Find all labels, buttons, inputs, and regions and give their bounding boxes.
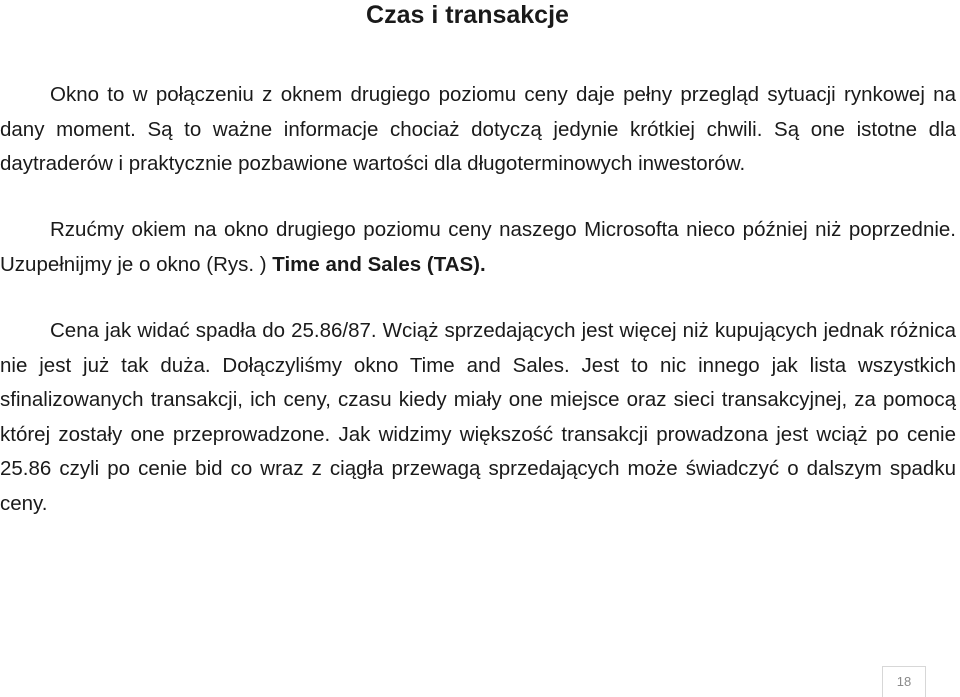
paragraph-price-text: Cena jak widać spadła do 25.86/87. Wciąż sprzedających jest więcej niż kupujących jednak różnica nie jest już tak duża. Dołączyliśmy okno Time and Sales. Jest to nic innego jak lista wszystkich sfinalizowanych transakcji, ich ceny, czasu kiedy miały one miejsce oraz sieci transakcyjnej, za pomocą której zostały one przeprowadzone. Jak widzimy większość transakcji prowadzona jest wciąż po cenie 25.86 czyli po cenie bid co wraz z ciągła przewagą sprzedających może świadczyć o dalszym spadku ceny.	[0, 319, 956, 515]
paragraph-intro-text: Okno to w połączeniu z oknem drugiego poziomu ceny daje pełny przegląd sytuacji rynkowej na dany moment. Są to ważne informacje chociaż dotyczą jedynie krótkiej chwili. Są one istotne dla daytraderów i praktycznie pozbawione wartości dla długoterminowych inwestorów.	[0, 83, 956, 175]
paragraph-price	[0, 314, 956, 521]
page-number: 18	[882, 666, 926, 697]
tas-emphasis: Time and Sales (TAS).	[272, 252, 486, 276]
paragraph-level2-text: Rzućmy okiem na okno drugiego poziomu ceny naszego Microsofta nieco później niż poprzednie. Uzupełnijmy je o okno (Rys. )	[0, 218, 956, 276]
paragraph-level2	[0, 213, 956, 282]
paragraph-intro	[0, 78, 956, 182]
slide-title: Czas i transakcje	[366, 1, 569, 29]
